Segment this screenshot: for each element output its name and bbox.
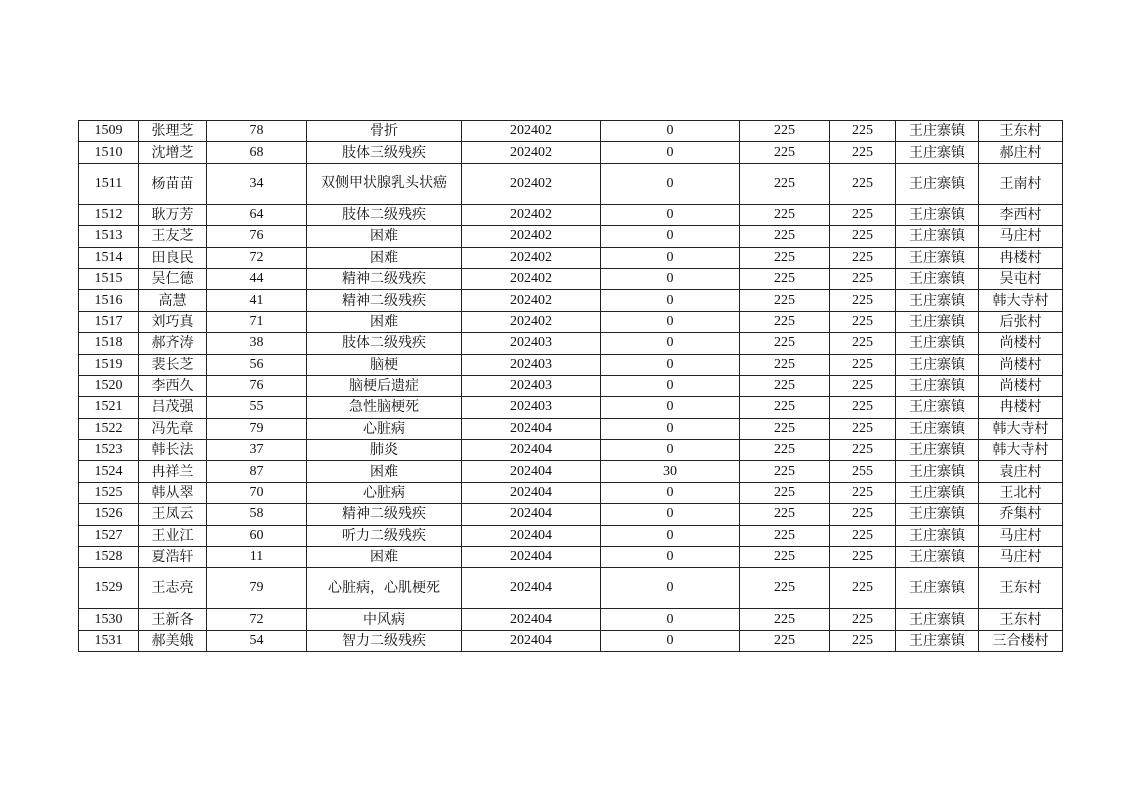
cell-village: 吴屯村 <box>979 268 1063 289</box>
table-row <box>79 461 1063 482</box>
cell-reason: 脑梗后遗症 <box>307 375 462 396</box>
cell-town: 王庄寨镇 <box>896 609 979 630</box>
cell-month: 202402 <box>462 142 601 163</box>
table-row <box>79 226 1063 247</box>
cell-month: 202403 <box>462 375 601 396</box>
table-row <box>79 418 1063 439</box>
cell-reason: 心脏病 <box>307 418 462 439</box>
cell-base-amount: 225 <box>740 247 830 268</box>
cell-base-amount: 225 <box>740 354 830 375</box>
cell-town: 王庄寨镇 <box>896 163 979 204</box>
cell-age: 60 <box>207 525 307 546</box>
cell-month: 202404 <box>462 482 601 503</box>
table-row <box>79 440 1063 461</box>
cell-reason: 精神二级残疾 <box>307 268 462 289</box>
cell-month: 202404 <box>462 418 601 439</box>
cell-serial-no: 1528 <box>79 547 139 568</box>
cell-total-amount: 225 <box>830 504 896 525</box>
cell-name: 刘巧真 <box>139 311 207 332</box>
cell-name: 张理芝 <box>139 121 207 142</box>
cell-village: 韩大寺村 <box>979 440 1063 461</box>
cell-town: 王庄寨镇 <box>896 226 979 247</box>
table-row <box>79 375 1063 396</box>
cell-serial-no: 1513 <box>79 226 139 247</box>
cell-base-amount: 225 <box>740 568 830 609</box>
cell-extra-amount: 0 <box>601 482 740 503</box>
cell-month: 202402 <box>462 290 601 311</box>
cell-age: 56 <box>207 354 307 375</box>
cell-village: 马庄村 <box>979 547 1063 568</box>
cell-extra-amount: 0 <box>601 268 740 289</box>
cell-base-amount: 225 <box>740 418 830 439</box>
cell-base-amount: 225 <box>740 290 830 311</box>
cell-serial-no: 1522 <box>79 418 139 439</box>
cell-village: 尚楼村 <box>979 333 1063 354</box>
cell-reason: 脑梗 <box>307 354 462 375</box>
cell-name: 郝美娥 <box>139 630 207 651</box>
cell-name: 韩长法 <box>139 440 207 461</box>
table-row <box>79 290 1063 311</box>
cell-reason: 急性脑梗死 <box>307 397 462 418</box>
cell-reason: 困难 <box>307 311 462 332</box>
cell-village: 冉楼村 <box>979 247 1063 268</box>
cell-age: 76 <box>207 226 307 247</box>
cell-reason: 心脏病，心肌梗死 <box>307 568 462 609</box>
cell-base-amount: 225 <box>740 547 830 568</box>
cell-age: 68 <box>207 142 307 163</box>
cell-extra-amount: 0 <box>601 354 740 375</box>
cell-serial-no: 1524 <box>79 461 139 482</box>
cell-base-amount: 225 <box>740 226 830 247</box>
cell-serial-no: 1531 <box>79 630 139 651</box>
cell-town: 王庄寨镇 <box>896 504 979 525</box>
cell-extra-amount: 30 <box>601 461 740 482</box>
cell-total-amount: 225 <box>830 333 896 354</box>
cell-reason: 肺炎 <box>307 440 462 461</box>
table-row <box>79 163 1063 204</box>
cell-month: 202404 <box>462 525 601 546</box>
cell-age: 44 <box>207 268 307 289</box>
cell-reason: 肢体三级残疾 <box>307 142 462 163</box>
table-row <box>79 204 1063 225</box>
cell-serial-no: 1530 <box>79 609 139 630</box>
cell-town: 王庄寨镇 <box>896 630 979 651</box>
cell-month: 202403 <box>462 354 601 375</box>
cell-base-amount: 225 <box>740 268 830 289</box>
cell-total-amount: 225 <box>830 375 896 396</box>
cell-base-amount: 225 <box>740 375 830 396</box>
table-row <box>79 354 1063 375</box>
cell-base-amount: 225 <box>740 333 830 354</box>
cell-base-amount: 225 <box>740 461 830 482</box>
cell-extra-amount: 0 <box>601 333 740 354</box>
cell-town: 王庄寨镇 <box>896 354 979 375</box>
cell-town: 王庄寨镇 <box>896 247 979 268</box>
table-row <box>79 247 1063 268</box>
cell-village: 郝庄村 <box>979 142 1063 163</box>
cell-serial-no: 1523 <box>79 440 139 461</box>
cell-town: 王庄寨镇 <box>896 547 979 568</box>
cell-extra-amount: 0 <box>601 121 740 142</box>
cell-month: 202402 <box>462 204 601 225</box>
cell-age: 54 <box>207 630 307 651</box>
cell-extra-amount: 0 <box>601 630 740 651</box>
table-row <box>79 311 1063 332</box>
cell-total-amount: 225 <box>830 268 896 289</box>
cell-name: 夏浩轩 <box>139 547 207 568</box>
cell-village: 王东村 <box>979 568 1063 609</box>
cell-age: 78 <box>207 121 307 142</box>
cell-reason: 听力二级残疾 <box>307 525 462 546</box>
cell-total-amount: 255 <box>830 461 896 482</box>
cell-total-amount: 225 <box>830 482 896 503</box>
cell-age: 64 <box>207 204 307 225</box>
cell-name: 王志亮 <box>139 568 207 609</box>
cell-month: 202404 <box>462 547 601 568</box>
cell-month: 202404 <box>462 568 601 609</box>
cell-reason: 精神二级残疾 <box>307 504 462 525</box>
cell-town: 王庄寨镇 <box>896 311 979 332</box>
cell-name: 王业江 <box>139 525 207 546</box>
cell-total-amount: 225 <box>830 630 896 651</box>
table-row <box>79 268 1063 289</box>
cell-town: 王庄寨镇 <box>896 142 979 163</box>
cell-age: 76 <box>207 375 307 396</box>
cell-village: 马庄村 <box>979 226 1063 247</box>
cell-total-amount: 225 <box>830 226 896 247</box>
cell-total-amount: 225 <box>830 290 896 311</box>
cell-town: 王庄寨镇 <box>896 268 979 289</box>
cell-extra-amount: 0 <box>601 163 740 204</box>
cell-serial-no: 1529 <box>79 568 139 609</box>
cell-town: 王庄寨镇 <box>896 525 979 546</box>
cell-village: 尚楼村 <box>979 354 1063 375</box>
cell-name: 吕茂强 <box>139 397 207 418</box>
cell-age: 79 <box>207 418 307 439</box>
cell-total-amount: 225 <box>830 525 896 546</box>
cell-total-amount: 225 <box>830 547 896 568</box>
cell-extra-amount: 0 <box>601 504 740 525</box>
cell-name: 田良民 <box>139 247 207 268</box>
cell-serial-no: 1521 <box>79 397 139 418</box>
cell-village: 李西村 <box>979 204 1063 225</box>
cell-serial-no: 1516 <box>79 290 139 311</box>
table-row <box>79 568 1063 609</box>
cell-village: 后张村 <box>979 311 1063 332</box>
cell-base-amount: 225 <box>740 204 830 225</box>
cell-village: 三合楼村 <box>979 630 1063 651</box>
cell-total-amount: 225 <box>830 397 896 418</box>
table-row <box>79 142 1063 163</box>
table-row <box>79 630 1063 651</box>
cell-age: 41 <box>207 290 307 311</box>
cell-reason: 双侧甲状腺乳头状癌 <box>307 163 462 204</box>
cell-age: 72 <box>207 609 307 630</box>
cell-name: 王友芝 <box>139 226 207 247</box>
cell-serial-no: 1512 <box>79 204 139 225</box>
table-row <box>79 525 1063 546</box>
cell-name: 李西久 <box>139 375 207 396</box>
cell-serial-no: 1511 <box>79 163 139 204</box>
cell-reason: 肢体二级残疾 <box>307 333 462 354</box>
cell-month: 202403 <box>462 333 601 354</box>
table-row <box>79 397 1063 418</box>
cell-extra-amount: 0 <box>601 290 740 311</box>
cell-extra-amount: 0 <box>601 525 740 546</box>
cell-reason: 困难 <box>307 547 462 568</box>
cell-name: 杨苗苗 <box>139 163 207 204</box>
table-row <box>79 121 1063 142</box>
cell-extra-amount: 0 <box>601 397 740 418</box>
cell-age: 71 <box>207 311 307 332</box>
cell-base-amount: 225 <box>740 609 830 630</box>
cell-extra-amount: 0 <box>601 247 740 268</box>
cell-serial-no: 1520 <box>79 375 139 396</box>
records-table-body <box>79 121 1063 652</box>
cell-serial-no: 1525 <box>79 482 139 503</box>
cell-month: 202403 <box>462 397 601 418</box>
cell-town: 王庄寨镇 <box>896 290 979 311</box>
table-row <box>79 547 1063 568</box>
cell-serial-no: 1526 <box>79 504 139 525</box>
cell-town: 王庄寨镇 <box>896 418 979 439</box>
cell-age: 11 <box>207 547 307 568</box>
cell-name: 冉祥兰 <box>139 461 207 482</box>
cell-extra-amount: 0 <box>601 204 740 225</box>
cell-village: 王南村 <box>979 163 1063 204</box>
cell-month: 202402 <box>462 121 601 142</box>
cell-name: 韩从翠 <box>139 482 207 503</box>
cell-month: 202402 <box>462 247 601 268</box>
cell-extra-amount: 0 <box>601 142 740 163</box>
cell-age: 70 <box>207 482 307 503</box>
cell-name: 高慧 <box>139 290 207 311</box>
cell-reason: 精神二级残疾 <box>307 290 462 311</box>
cell-reason: 困难 <box>307 247 462 268</box>
cell-month: 202404 <box>462 461 601 482</box>
cell-town: 王庄寨镇 <box>896 204 979 225</box>
cell-month: 202404 <box>462 630 601 651</box>
cell-name: 郝齐涛 <box>139 333 207 354</box>
cell-extra-amount: 0 <box>601 375 740 396</box>
cell-serial-no: 1519 <box>79 354 139 375</box>
cell-extra-amount: 0 <box>601 311 740 332</box>
cell-total-amount: 225 <box>830 354 896 375</box>
cell-serial-no: 1518 <box>79 333 139 354</box>
cell-total-amount: 225 <box>830 311 896 332</box>
cell-month: 202402 <box>462 311 601 332</box>
cell-serial-no: 1509 <box>79 121 139 142</box>
cell-village: 王北村 <box>979 482 1063 503</box>
cell-village: 袁庄村 <box>979 461 1063 482</box>
cell-total-amount: 225 <box>830 568 896 609</box>
cell-town: 王庄寨镇 <box>896 121 979 142</box>
cell-extra-amount: 0 <box>601 568 740 609</box>
cell-total-amount: 225 <box>830 440 896 461</box>
cell-village: 韩大寺村 <box>979 290 1063 311</box>
cell-extra-amount: 0 <box>601 226 740 247</box>
cell-age: 34 <box>207 163 307 204</box>
cell-village: 王东村 <box>979 121 1063 142</box>
cell-village: 王东村 <box>979 609 1063 630</box>
cell-base-amount: 225 <box>740 630 830 651</box>
cell-base-amount: 225 <box>740 525 830 546</box>
cell-total-amount: 225 <box>830 609 896 630</box>
cell-town: 王庄寨镇 <box>896 482 979 503</box>
cell-age: 79 <box>207 568 307 609</box>
cell-name: 裴长芝 <box>139 354 207 375</box>
cell-reason: 心脏病 <box>307 482 462 503</box>
cell-base-amount: 225 <box>740 121 830 142</box>
cell-village: 冉楼村 <box>979 397 1063 418</box>
cell-extra-amount: 0 <box>601 547 740 568</box>
cell-age: 87 <box>207 461 307 482</box>
cell-reason: 困难 <box>307 226 462 247</box>
cell-month: 202404 <box>462 440 601 461</box>
cell-total-amount: 225 <box>830 121 896 142</box>
cell-name: 王凤云 <box>139 504 207 525</box>
cell-serial-no: 1515 <box>79 268 139 289</box>
cell-total-amount: 225 <box>830 163 896 204</box>
cell-town: 王庄寨镇 <box>896 568 979 609</box>
cell-name: 沈增芝 <box>139 142 207 163</box>
cell-age: 37 <box>207 440 307 461</box>
cell-village: 尚楼村 <box>979 375 1063 396</box>
cell-extra-amount: 0 <box>601 609 740 630</box>
table-row <box>79 333 1063 354</box>
cell-base-amount: 225 <box>740 163 830 204</box>
cell-village: 韩大寺村 <box>979 418 1063 439</box>
cell-base-amount: 225 <box>740 142 830 163</box>
cell-month: 202404 <box>462 504 601 525</box>
table-row <box>79 482 1063 503</box>
cell-base-amount: 225 <box>740 397 830 418</box>
cell-village: 乔集村 <box>979 504 1063 525</box>
cell-total-amount: 225 <box>830 204 896 225</box>
cell-serial-no: 1514 <box>79 247 139 268</box>
cell-town: 王庄寨镇 <box>896 440 979 461</box>
cell-name: 吴仁德 <box>139 268 207 289</box>
cell-reason: 肢体二级残疾 <box>307 204 462 225</box>
cell-extra-amount: 0 <box>601 440 740 461</box>
cell-serial-no: 1510 <box>79 142 139 163</box>
cell-month: 202402 <box>462 268 601 289</box>
cell-village: 马庄村 <box>979 525 1063 546</box>
cell-town: 王庄寨镇 <box>896 461 979 482</box>
records-table <box>78 120 1063 652</box>
cell-reason: 中风病 <box>307 609 462 630</box>
cell-age: 72 <box>207 247 307 268</box>
cell-base-amount: 225 <box>740 504 830 525</box>
cell-reason: 骨折 <box>307 121 462 142</box>
cell-name: 王新各 <box>139 609 207 630</box>
table-row <box>79 609 1063 630</box>
cell-age: 38 <box>207 333 307 354</box>
cell-town: 王庄寨镇 <box>896 333 979 354</box>
cell-town: 王庄寨镇 <box>896 375 979 396</box>
cell-extra-amount: 0 <box>601 418 740 439</box>
cell-total-amount: 225 <box>830 418 896 439</box>
cell-base-amount: 225 <box>740 440 830 461</box>
cell-total-amount: 225 <box>830 142 896 163</box>
cell-age: 55 <box>207 397 307 418</box>
cell-month: 202404 <box>462 609 601 630</box>
cell-month: 202402 <box>462 226 601 247</box>
table-row <box>79 504 1063 525</box>
cell-total-amount: 225 <box>830 247 896 268</box>
cell-base-amount: 225 <box>740 311 830 332</box>
cell-reason: 困难 <box>307 461 462 482</box>
cell-month: 202402 <box>462 163 601 204</box>
cell-serial-no: 1527 <box>79 525 139 546</box>
cell-base-amount: 225 <box>740 482 830 503</box>
cell-town: 王庄寨镇 <box>896 397 979 418</box>
cell-age: 58 <box>207 504 307 525</box>
cell-name: 耿万芳 <box>139 204 207 225</box>
cell-serial-no: 1517 <box>79 311 139 332</box>
cell-reason: 智力二级残疾 <box>307 630 462 651</box>
cell-name: 冯先章 <box>139 418 207 439</box>
